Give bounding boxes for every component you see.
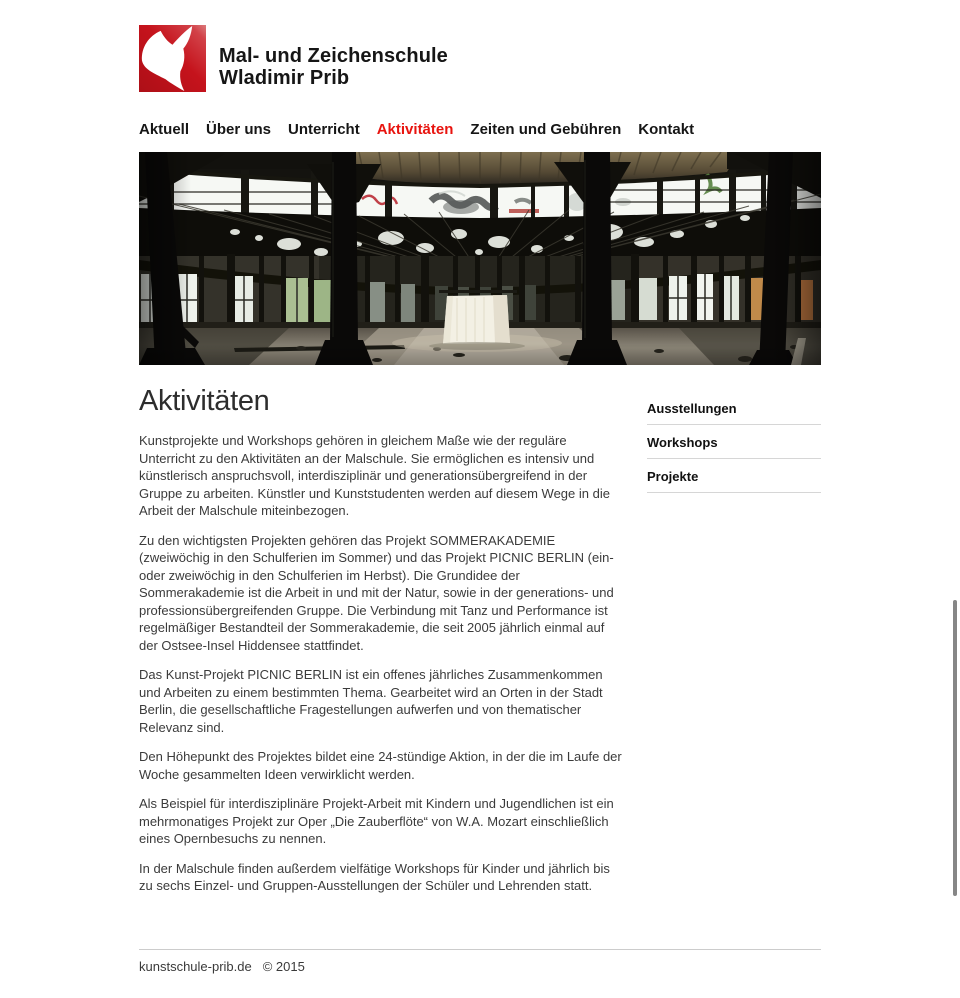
paragraph: Als Beispiel für interdisziplinäre Projekt-Arbeit mit Kindern und Jugendlichen ist ein mehrmonatiges Projekt zur Oper „Die Zauberflöte“ von W.A. Mozart einschließlich eines Opernbesuchs zu nennen. <box>139 796 614 846</box>
main-nav <box>139 121 821 138</box>
sidebar-item-ausstellungen[interactable]: Ausstellungen <box>647 385 821 425</box>
nav-item-unterricht[interactable]: Unterricht <box>288 121 360 138</box>
brand-title <box>219 45 448 89</box>
sidebar-item-workshops[interactable]: Workshops <box>647 425 821 459</box>
paragraph: Kunstprojekte und Workshops gehören in gleichem Maße wie der reguläre Unterricht zu den Aktivitäten an der Malschule. Sie ermöglichen es intensiv und künstlerisch anspruchsvoll, interdisziplinär und generationsübergreifend in der Gruppe zu arbeiten. Künstler und Kunststudenten werden auf diesem Wege in die Arbeit der Malschule miteinbezogen. <box>139 433 610 518</box>
scrollbar-thumb[interactable] <box>953 600 957 896</box>
nav-item-aktuell[interactable]: Aktuell <box>139 121 190 138</box>
school-logo-dove-icon[interactable] <box>139 25 206 92</box>
footer-site-name: kunstschule-prib.de <box>139 958 252 974</box>
footer <box>139 949 821 998</box>
masthead <box>139 25 821 92</box>
page-container <box>139 0 821 998</box>
nav-item-ueber-uns[interactable]: Über uns <box>206 121 272 138</box>
brand-line2: Wladimir Prib <box>219 67 350 89</box>
nav-item-kontakt[interactable]: Kontakt <box>638 121 695 138</box>
brand-line1: Mal- und Zeichenschule <box>219 45 448 67</box>
hero-photo-roundhouse <box>139 152 821 365</box>
paragraph: Das Kunst-Projekt PICNIC BERLIN ist ein offenes jährliches Zusammenkommen und Arbeiten zu einem bestimmten Thema. Gearbeitet wird an Orten in der Stadt Berlin, die gesellschaftliche Fragestellungen aufwerfen und von thematischer Relevanz sind. <box>139 667 603 735</box>
sidebar-item-projekte[interactable]: Projekte <box>647 459 821 493</box>
footer-copyright: © 2015 <box>262 958 305 974</box>
nav-item-zeiten[interactable]: Zeiten und Gebühren <box>470 121 622 138</box>
paragraph: Den Höhepunkt des Projektes bildet eine 24-stündige Aktion, in der die im Laufe der Woche gesammelten Ideen verwirklicht werden. <box>139 749 622 782</box>
paragraph: Zu den wichtigsten Projekten gehören das Projekt SOMMERAKADEMIE (zweiwöchig in den Schulferien im Sommer) und das Projekt PICNIC BERLIN (ein- oder zweiwöchig in den Schulferien im Herbst). Die Grundidee der Sommerakademie ist die Arbeit in und mit der Natur, sowie in der generations- und professionsübergreifenden Gruppe. Die Verbindung mit Tanz und Performance ist regelmäßiger Bestandteil der Sommerakademie, die seit 2005 jährlich einmal auf der Ostsee-Insel Hiddensee stattfindet. <box>139 532 614 653</box>
sub-nav-sidebar <box>647 385 821 493</box>
paragraph: In der Malschule finden außerdem vielfätige Workshops für Kinder und jährlich bis zu sechs Einzel- und Gruppen-Ausstellungen der Schüler und Lehrenden statt. <box>139 860 610 893</box>
content-area <box>139 385 821 907</box>
nav-item-aktivitaeten[interactable]: Aktivitäten <box>376 121 454 138</box>
page-title: Aktivitäten <box>139 385 270 417</box>
main-article <box>139 385 626 907</box>
